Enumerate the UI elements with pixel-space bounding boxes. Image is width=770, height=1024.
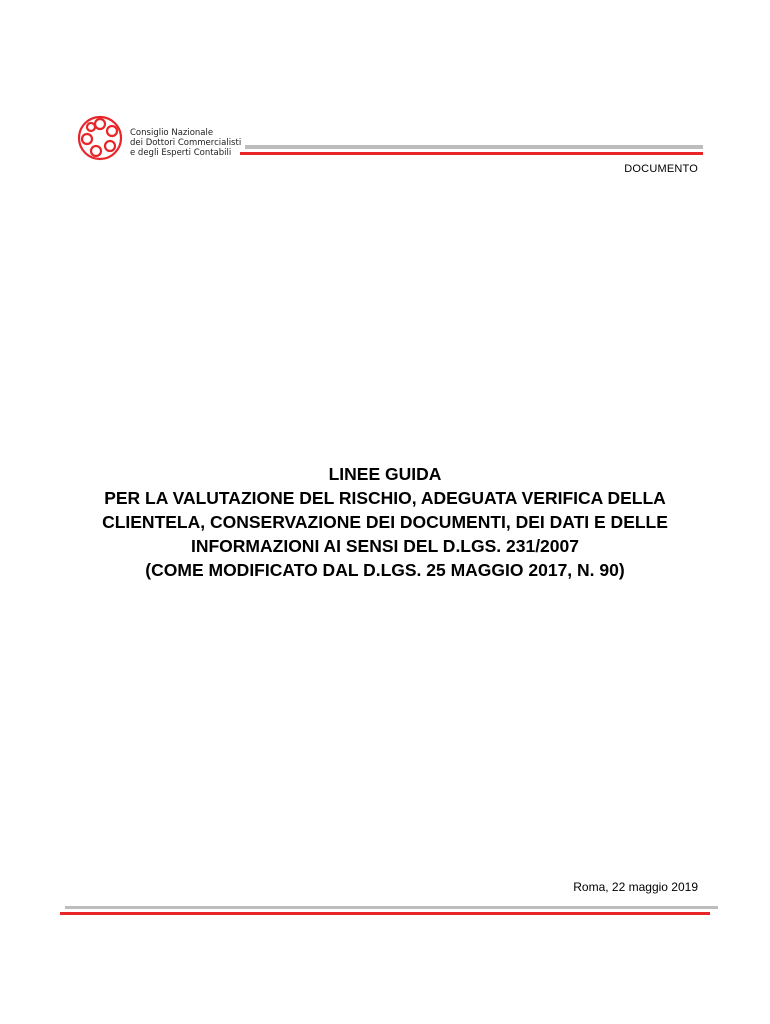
title-line: LINEE GUIDA <box>328 464 442 484</box>
title-line: (COME MODIFICATO DAL D.LGS. 25 MAGGIO 2017, N. 90) <box>145 560 625 580</box>
title-line: INFORMAZIONI AI SENSI DEL D.LGS. 231/2007 <box>190 536 579 556</box>
organization-name <box>130 128 241 158</box>
document-label: DOCUMENTO <box>624 163 698 175</box>
organization-name-line: e degli Esperti Contabili <box>130 148 232 158</box>
organization-logo <box>72 110 242 166</box>
organization-name-line: dei Dottori Commercialisti <box>130 138 242 148</box>
footer-red-rule <box>60 912 710 915</box>
footer-gray-rule <box>65 906 718 909</box>
organization-name-line: Consiglio Nazionale <box>130 128 214 138</box>
title-line: CLIENTELA, CONSERVAZIONE DEI DOCUMENTI, DEI DATI E DELLE <box>102 512 668 532</box>
header-red-rule <box>240 152 703 155</box>
document-title <box>40 462 730 582</box>
cndcec-logo-icon <box>72 110 128 166</box>
header-gray-rule <box>245 145 703 149</box>
document-date: Roma, 22 maggio 2019 <box>573 880 698 894</box>
title-line: PER LA VALUTAZIONE DEL RISCHIO, ADEGUATA VERIFICA DELLA <box>104 488 666 508</box>
